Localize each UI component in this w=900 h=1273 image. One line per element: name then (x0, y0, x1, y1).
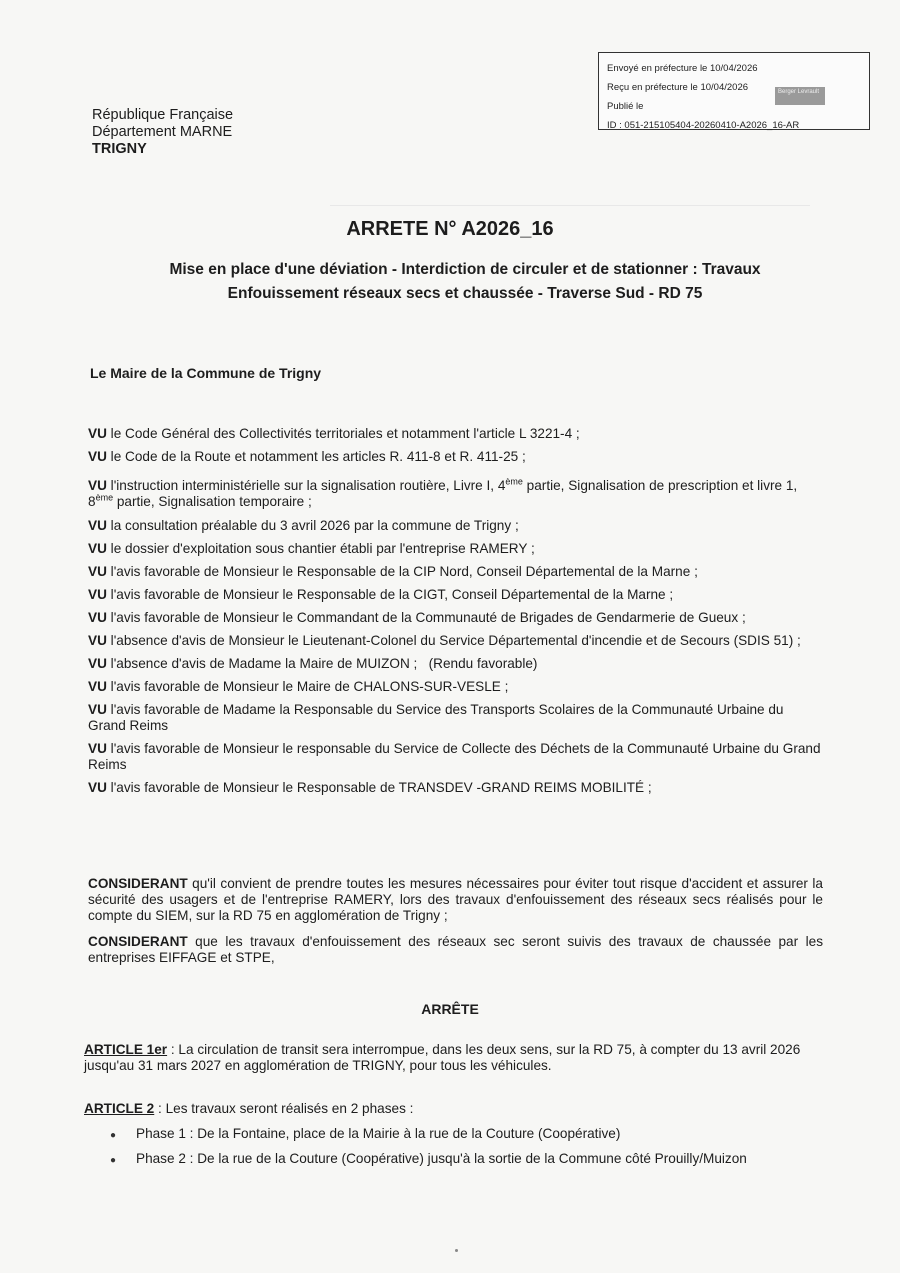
vu-label: VU (88, 449, 107, 464)
considerant-text: que les travaux d'enfouissement des réseaux sec seront suivis des travaux de chaussée par les entreprises EIFFAGE et STPE, (88, 934, 823, 965)
article-1 (84, 1042, 824, 1074)
vu-item (88, 656, 823, 672)
vu-label: VU (88, 426, 107, 441)
stamp-received: Reçu en préfecture le 10/04/2026 (607, 82, 749, 93)
vu-item (88, 449, 823, 465)
vu-text: l'avis favorable de Monsieur le Responsable de la CIP Nord, Conseil Départemental de la Marne ; (110, 564, 698, 579)
vu-text: l'avis favorable de Monsieur le responsable du Service de Collecte des Déchets de la Communauté Urbaine du Grand Reims (88, 741, 821, 772)
stamp-published: Publié le (607, 101, 644, 112)
vu-text: l'avis favorable de Monsieur le Commandant de la Communauté de Brigades de Gendarmerie de Gueux ; (110, 610, 746, 625)
vu-text: l'absence d'avis de Monsieur le Lieutenant-Colonel du Service Départemental d'incendie et de Secours (SDIS 51) ; (110, 633, 801, 648)
article-2 (84, 1101, 824, 1117)
list-item (110, 1151, 747, 1169)
bleed-through-line (330, 205, 810, 206)
phase-text: Phase 2 : De la rue de la Couture (Coopérative) jusqu'à la sortie de la Commune côté Prouilly/Muizon (136, 1151, 747, 1166)
article-1-text: : La circulation de transit sera interrompue, dans les deux sens, sur la RD 75, à compter du 13 avril 2026 jusqu'au 31 mars 2027 en agglomération de TRIGNY, pour tous les véhicules. (84, 1042, 801, 1073)
subtitle-line-2: Enfouissement réseaux secs et chaussée - Traverse Sud - RD 75 (227, 285, 703, 302)
vu-item-instruction (88, 478, 823, 510)
vu-item (88, 610, 823, 626)
vu-label: VU (88, 656, 107, 671)
vu-list (88, 426, 823, 803)
vu-label: VU (88, 478, 107, 493)
phase-list (110, 1126, 747, 1176)
article-1-label: ARTICLE 1er (84, 1042, 168, 1057)
republic-label: République Française (92, 107, 234, 123)
vu-item (88, 741, 823, 773)
vu-text: l'avis favorable de Monsieur le Responsable de la CIGT, Conseil Départemental de la Marne ; (110, 587, 674, 602)
vu-text: la consultation préalable du 3 avril 2026 par la commune de Trigny ; (110, 518, 519, 533)
vu-text: le Code Général des Collectivités territoriales et notamment l'article L 3221-4 ; (110, 426, 580, 441)
vu-label: VU (88, 541, 107, 556)
vu-label: VU (88, 741, 107, 756)
vu-text: le dossier d'exploitation sous chantier établi par l'entreprise RAMERY ; (110, 541, 535, 556)
vu-item (88, 587, 823, 603)
superscript: ème (95, 492, 114, 503)
article-2-text: : Les travaux seront réalisés en 2 phases : (154, 1101, 414, 1116)
scan-speck (455, 1249, 458, 1252)
vu-item (88, 679, 823, 695)
vu-text: partie, Signalisation de prescription et livre 1, 8 (88, 478, 798, 509)
bullet-icon: ● (110, 1130, 117, 1141)
vu-label: VU (88, 679, 107, 694)
article-2-label: ARTICLE 2 (84, 1101, 155, 1116)
vu-text: le Code de la Route et notamment les articles R. 411-8 et R. 411-25 ; (110, 449, 526, 464)
vu-label: VU (88, 587, 107, 602)
vu-item (88, 633, 823, 649)
vu-text: l'avis favorable de Monsieur le Responsable de TRANSDEV -GRAND REIMS MOBILITÉ ; (110, 780, 652, 795)
mayor-heading: Le Maire de la Commune de Trigny (90, 365, 322, 381)
berger-levrault-logo: Berger Levrault (775, 87, 825, 105)
vu-label: VU (88, 518, 107, 533)
document-subtitle (120, 258, 810, 306)
bullet-icon: ● (110, 1155, 117, 1166)
vu-item (88, 780, 823, 796)
vu-item (88, 518, 823, 534)
issuer-header (92, 107, 233, 158)
vu-text: l'avis favorable de Madame la Responsable du Service des Transports Scolaires de la Communauté Urbaine du Grand Reims (88, 702, 784, 733)
vu-label: VU (88, 564, 107, 579)
vu-label: VU (88, 702, 107, 717)
vu-item (88, 702, 823, 734)
arrete-heading: ARRÊTE (421, 1001, 479, 1017)
phase-text: Phase 1 : De la Fontaine, place de la Mairie à la rue de la Couture (Coopérative) (136, 1126, 621, 1141)
vu-item (88, 426, 823, 442)
considerant-label: CONSIDERANT (88, 876, 188, 891)
vu-text: l'absence d'avis de Madame la Maire de MUIZON ; (Rendu favorable) (110, 656, 538, 671)
stamp-id: ID : 051-215105404-20260410-A2026_16-AR (607, 120, 800, 131)
considerant-text: qu'il convient de prendre toutes les mesures nécessaires pour éviter tout risque d'accident et assurer la sécurité des usagers et de l'entreprise RAMERY, lors des travaux d'enfouissement des réseaux secs réalisés pour le compte du SIEM, sur la RD 75 en agglomération de Trigny ; (88, 876, 823, 923)
town-label: TRIGNY (92, 141, 147, 157)
vu-text: l'instruction interministérielle sur la signalisation routière, Livre I, 4 (110, 478, 506, 493)
considerant-1 (88, 876, 823, 924)
vu-label: VU (88, 610, 107, 625)
vu-label: VU (88, 780, 107, 795)
list-item (110, 1126, 747, 1144)
department-label: Département MARNE (92, 124, 233, 140)
document-title: ARRETE N° A2026_16 (346, 218, 554, 240)
vu-item (88, 541, 823, 557)
vu-item (88, 564, 823, 580)
vu-label: VU (88, 633, 107, 648)
vu-text: l'avis favorable de Monsieur le Maire de CHALONS-SUR-VESLE ; (110, 679, 509, 694)
subtitle-line-1: Mise en place d'une déviation - Interdiction de circuler et de stationner : Travaux (169, 261, 761, 278)
considerant-2 (88, 934, 823, 966)
superscript: ème (505, 476, 523, 487)
considerant-label: CONSIDERANT (88, 934, 188, 949)
stamp-sent: Envoyé en préfecture le 10/04/2026 (607, 63, 758, 74)
prefecture-stamp (598, 52, 870, 130)
vu-text: partie, Signalisation temporaire ; (113, 494, 312, 509)
